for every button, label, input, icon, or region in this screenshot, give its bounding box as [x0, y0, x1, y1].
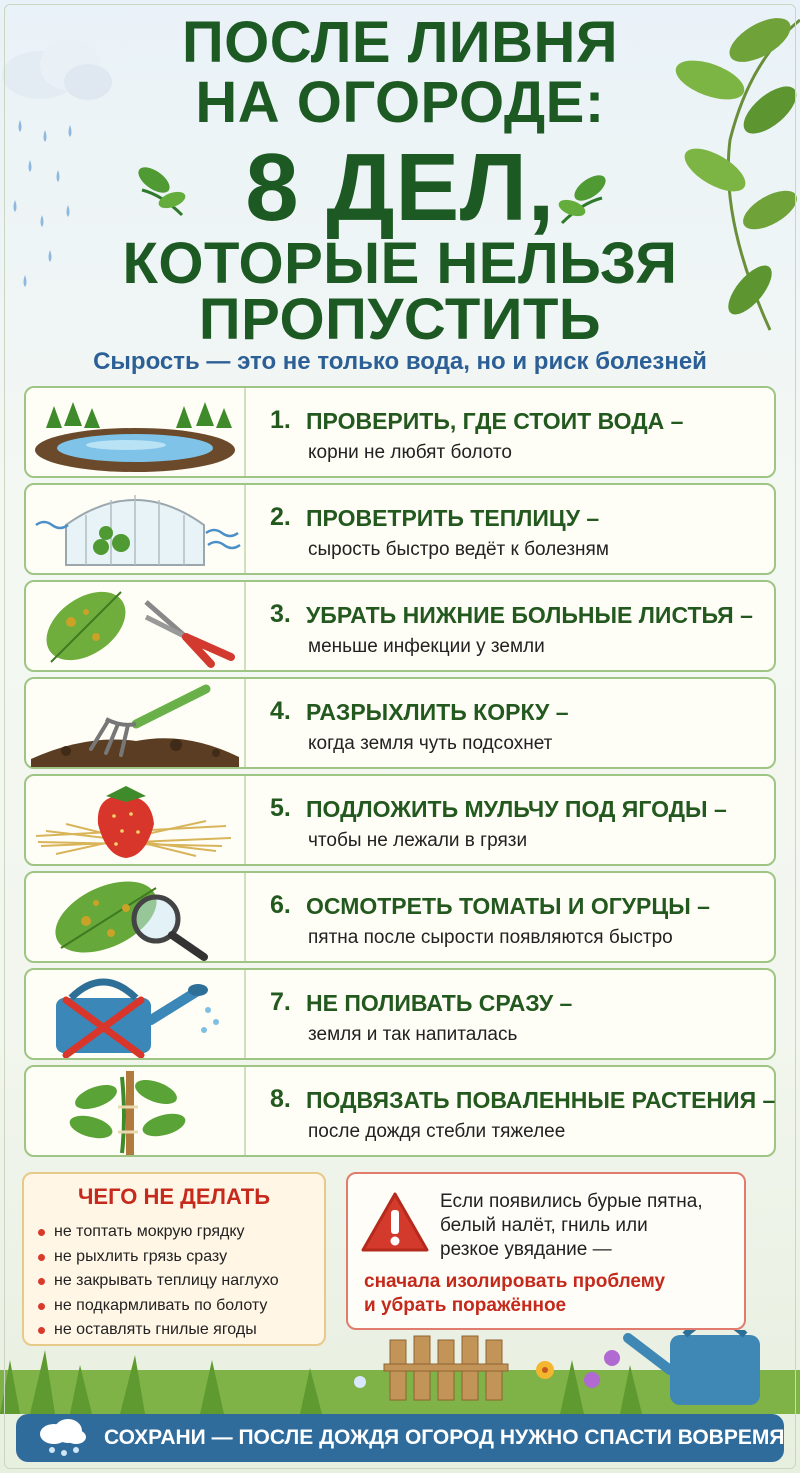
dont-do-item: не закрывать теплицу наглухо — [38, 1269, 279, 1294]
item-description: когда земля чуть подсохнет — [308, 733, 553, 754]
checklist-item-1 — [24, 386, 776, 478]
watering-can-crossed-icon — [26, 970, 246, 1058]
item-title: ПОДВЯЗАТЬ ПОВАЛЕННЫЕ РАСТЕНИЯ – — [306, 1087, 776, 1113]
item-number: 3. — [270, 600, 291, 628]
item-title: ОСМОТРЕТЬ ТОМАТЫ И ОГУРЦЫ – — [306, 893, 710, 919]
item-description: сырость быстро ведёт к болезням — [308, 539, 609, 560]
checklist-item-5 — [24, 774, 776, 866]
title-line-3: 8 ДЕЛ, — [245, 134, 555, 241]
item-title: НЕ ПОЛИВАТЬ СРАЗУ – — [306, 990, 573, 1016]
footer-banner — [16, 1414, 784, 1462]
warning-panel — [346, 1172, 746, 1330]
strawberry-straw-icon — [26, 776, 246, 864]
item-description: пятна после сырости появляются быстро — [308, 927, 673, 948]
warning-action-line: и убрать поражённое — [364, 1295, 567, 1316]
item-title: ПРОВЕРИТЬ, ГДЕ СТОИТ ВОДА – — [306, 408, 684, 434]
checklist-item-6 — [24, 871, 776, 963]
warning-text — [440, 1190, 703, 1262]
item-title: РАЗРЫХЛИТЬ КОРКУ – — [306, 699, 569, 725]
dont-do-item: не рыхлить грязь сразу — [38, 1245, 279, 1270]
warning-action-line: сначала изолировать проблему — [364, 1271, 666, 1292]
warning-line: Если появились бурые пятна, — [440, 1191, 703, 1212]
title-line-4: КОТОРЫЕ НЕЛЬЗЯ — [122, 231, 678, 296]
item-description: после дождя стебли тяжелее — [308, 1121, 566, 1142]
item-number: 4. — [270, 697, 291, 725]
dont-do-list — [38, 1220, 279, 1343]
rain-cloud-icon — [34, 1418, 90, 1458]
staked-plant-icon — [26, 1067, 246, 1155]
leaf-magnifier-icon — [26, 873, 246, 961]
item-number: 8. — [270, 1085, 291, 1113]
dont-do-panel — [22, 1172, 326, 1346]
title-line-5: ПРОПУСТИТЬ — [198, 287, 602, 352]
item-title: УБРАТЬ НИЖНИЕ БОЛЬНЫЕ ЛИСТЬЯ – — [306, 602, 753, 628]
dont-do-item: не подкармливать по болоту — [38, 1294, 279, 1319]
item-number: 6. — [270, 891, 291, 919]
item-title: ПОДЛОЖИТЬ МУЛЬЧУ ПОД ЯГОДЫ – — [306, 796, 727, 822]
item-description: корни не любят болото — [308, 442, 512, 463]
subtitle: Сырость — это не только вода, но и риск болезней — [93, 348, 707, 375]
checklist-item-2 — [24, 483, 776, 575]
item-title: ПРОВЕТРИТЬ ТЕПЛИЦУ – — [306, 505, 600, 531]
checklist-item-4 — [24, 677, 776, 769]
checklist-item-3 — [24, 580, 776, 672]
item-number: 7. — [270, 988, 291, 1016]
leaf-pruner-icon — [26, 582, 246, 670]
rake-soil-icon — [26, 679, 246, 767]
greenhouse-icon — [26, 485, 246, 573]
footer-text: СОХРАНИ — ПОСЛЕ ДОЖДЯ ОГОРОД НУЖНО СПАСТИ ВОВРЕМЯ — [104, 1426, 785, 1449]
item-description: меньше инфекции у земли — [308, 636, 545, 657]
title-line-1: ПОСЛЕ ЛИВНЯ — [181, 10, 619, 75]
warning-line: резкое увядание — — [440, 1239, 612, 1260]
item-description: земля и так напиталась — [308, 1024, 518, 1045]
dont-do-item: не оставлять гнилые ягоды — [38, 1318, 279, 1343]
item-number: 5. — [270, 794, 291, 822]
checklist-item-8 — [24, 1065, 776, 1157]
dont-do-item: не топтать мокрую грядку — [38, 1220, 279, 1245]
item-number: 1. — [270, 406, 291, 434]
warning-action — [364, 1270, 665, 1318]
dont-do-title: ЧЕГО НЕ ДЕЛАТЬ — [77, 1184, 271, 1209]
warning-icon — [360, 1190, 430, 1254]
checklist-item-7 — [24, 968, 776, 1060]
item-description: чтобы не лежали в грязи — [308, 830, 528, 851]
warning-line: белый налёт, гниль или — [440, 1215, 648, 1236]
title-line-2: НА ОГОРОДЕ: — [195, 70, 605, 135]
puddle-icon — [26, 388, 246, 476]
item-number: 2. — [270, 503, 291, 531]
